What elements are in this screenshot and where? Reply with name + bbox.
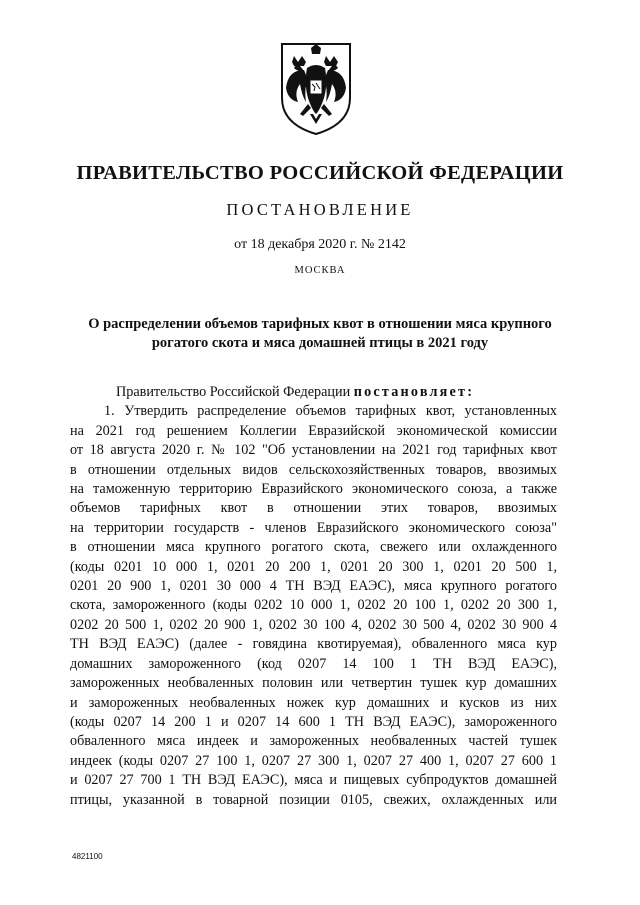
body-line: в отношении мяса крупного рогатого скота, свежего или охлажденного xyxy=(70,539,557,556)
body-line: обваленного мяса индеек и замороженных необваленных частей тушек xyxy=(70,733,557,750)
body-line: 0202 20 500 1, 0202 20 900 1, 0202 30 100 4, 0202 30 500 4, 0202 30 900 4 xyxy=(70,616,557,633)
coat-of-arms-emblem xyxy=(274,40,358,136)
body-line: в отношении отдельных видов сельскохозяйственных товаров, ввозимых xyxy=(70,461,557,478)
body-line: на таможенную территорию Евразийского экономического союза, а также xyxy=(70,481,557,498)
body-line: и замороженных необваленных ножек кур домашних и кусков из них xyxy=(70,694,557,711)
body-line: индеек (коды 0207 27 100 1, 0207 27 300 1, 0207 27 400 1, 0207 27 600 1 xyxy=(70,752,557,769)
body-line: (коды 0201 10 000 1, 0201 20 200 1, 0201 20 300 1, 0201 20 500 1, xyxy=(70,558,557,575)
body-line: домашних замороженного (код 0207 14 100 1 ТН ВЭД ЕАЭС), xyxy=(70,655,557,672)
document-place: МОСКВА xyxy=(294,265,346,276)
document-subject xyxy=(70,315,570,353)
document-code: 4821100 xyxy=(72,852,103,861)
document-body xyxy=(70,383,557,810)
body-intro-line xyxy=(70,383,557,402)
body-line: ТН ВЭД ЕАЭС) (далее - говядина квотируемая), обваленного мяса кур xyxy=(70,636,557,653)
body-line: 1. Утвердить распределение объемов тарифных квот, установленных xyxy=(104,403,557,420)
body-line: (коды 0207 14 200 1 и 0207 14 600 1 ТН ВЭД ЕАЭС), замороженного xyxy=(70,713,557,730)
subject-line: рогатого скота и мяса домашней птицы в 2021 году xyxy=(151,335,489,351)
body-line: от 18 августа 2020 г. № 102 "Об установлении на 2021 год тарифных квот xyxy=(70,442,557,459)
body-intro: Правительство Российской Федерации xyxy=(116,384,354,400)
body-line: замороженных необваленных половин или четвертин тушек кур домашних xyxy=(70,675,557,692)
body-line: птицы, указанной в товарной позиции 0105, свежих, охлажденных или xyxy=(70,791,557,808)
body-line: на территории государств - членов Евразийского экономического союза" xyxy=(70,519,557,536)
body-line: на 2021 год решением Коллегии Евразийской экономической комиссии xyxy=(70,422,557,439)
body-line: 0201 20 900 1, 0201 30 000 4 ТН ВЭД ЕАЭС), мяса крупного рогатого xyxy=(70,578,557,595)
body-line: скота, замороженного (коды 0202 10 000 1, 0202 20 100 1, 0202 20 300 1, xyxy=(70,597,557,614)
government-title: ПРАВИТЕЛЬСТВО РОССИЙСКОЙ ФЕДЕРАЦИИ xyxy=(76,162,564,184)
body-line: объемов тарифных квот в отношении этих товаров, ввозимых xyxy=(70,500,557,517)
subject-line: О распределении объемов тарифных квот в отношении мяса крупного xyxy=(88,316,552,332)
document-date-number: от 18 декабря 2020 г. № 2142 xyxy=(234,237,406,252)
document-type: ПОСТАНОВЛЕНИЕ xyxy=(226,200,414,219)
body-line: и 0207 27 700 1 ТН ВЭД ЕАЭС), мяса и пищевых субпродуктов домашней xyxy=(70,772,557,789)
body-intro-verb: постановляет: xyxy=(353,384,475,400)
